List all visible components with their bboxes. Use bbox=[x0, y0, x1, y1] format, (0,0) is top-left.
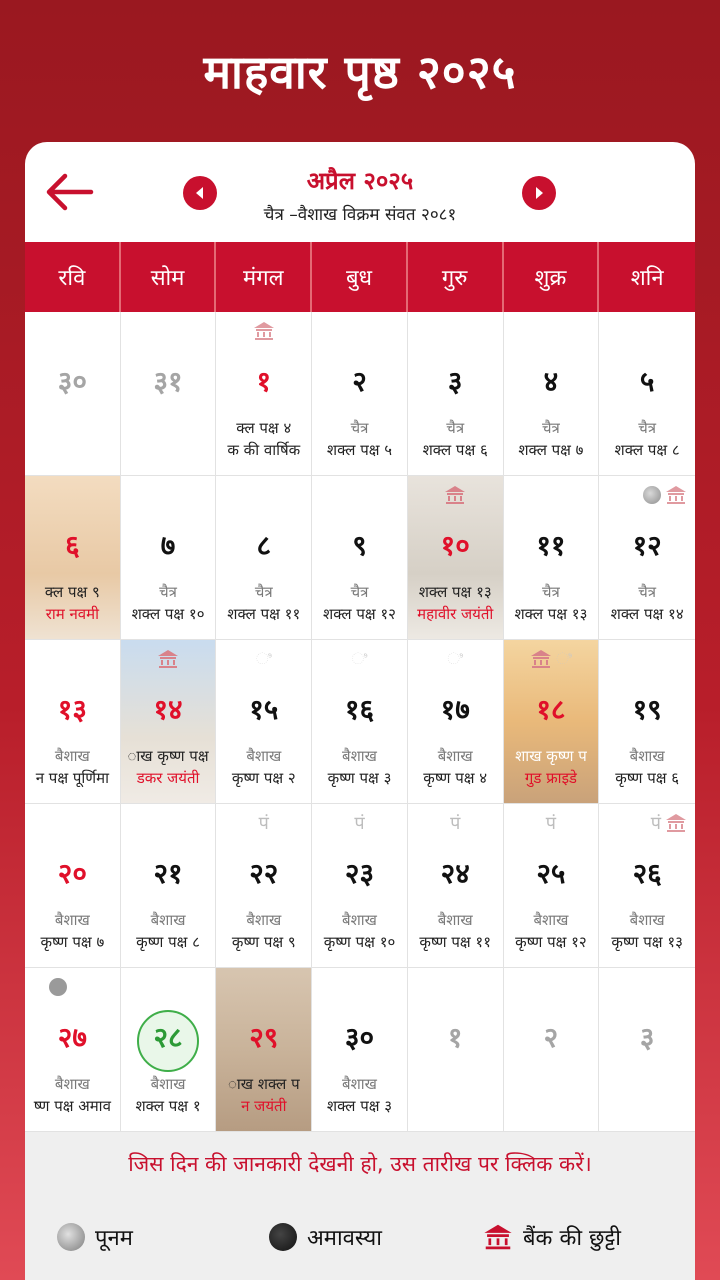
day-month: चैत्र bbox=[542, 583, 560, 601]
calendar-header bbox=[25, 142, 695, 242]
day-number: ६ bbox=[65, 529, 80, 562]
day-tithi: कृष्ण पक्ष ८ bbox=[136, 933, 200, 951]
day-tithi: शक्ल पक्ष ५ bbox=[326, 441, 393, 459]
day-number: १३ bbox=[57, 693, 87, 726]
day-tithi: कृष्ण पक्ष ६ bbox=[615, 769, 680, 787]
day-month: चैत्र bbox=[638, 583, 657, 601]
new-moon-icon bbox=[49, 978, 67, 996]
legend-footer bbox=[25, 1132, 695, 1280]
day-number: २० bbox=[57, 857, 87, 890]
day-cell[interactable] bbox=[312, 312, 408, 476]
bank-holiday-icon bbox=[157, 649, 179, 669]
day-number: ३० bbox=[344, 1021, 375, 1054]
day-tithi: शक्ल पक्ष ११ bbox=[227, 605, 301, 623]
calendar-card bbox=[25, 142, 695, 1280]
day-month: बैशाख bbox=[342, 911, 377, 929]
day-tithi: कृष्ण पक्ष ९ bbox=[231, 933, 296, 951]
legend-full-moon-label: पूनम bbox=[95, 1226, 133, 1251]
day-tithi: कृष्ण पक्ष २ bbox=[231, 769, 296, 787]
day-tithi: ाख कृष्ण पक्ष bbox=[127, 747, 209, 765]
chevron-right-icon bbox=[532, 186, 546, 200]
day-cell[interactable] bbox=[599, 804, 695, 968]
day-month: बैशाख bbox=[246, 911, 282, 929]
day-tithi: शक्ल पक्ष १४ bbox=[610, 605, 684, 623]
panchak-icon: ಿ bbox=[447, 649, 464, 668]
day-festival: राम नवमी bbox=[45, 605, 99, 623]
day-cell[interactable] bbox=[121, 312, 217, 476]
day-month: बैशाख bbox=[437, 911, 473, 929]
day-tithi: शक्ल पक्ष १३ bbox=[418, 583, 492, 601]
day-month: बैशाख bbox=[629, 747, 665, 765]
day-month: बैशाख bbox=[150, 1075, 186, 1093]
panchak-mark: पं bbox=[545, 813, 557, 834]
day-cell[interactable] bbox=[216, 804, 312, 968]
day-month: चैत्र bbox=[350, 419, 369, 437]
day-tithi: कृष्ण पक्ष १२ bbox=[515, 933, 587, 951]
day-number: १४ bbox=[153, 693, 183, 726]
new-moon-icon bbox=[269, 1223, 297, 1251]
day-cell[interactable] bbox=[121, 804, 217, 968]
bank-holiday-icon bbox=[665, 485, 687, 505]
weekday-wed: बुध bbox=[312, 242, 408, 312]
full-moon-icon bbox=[57, 1223, 85, 1251]
day-number: २६ bbox=[632, 857, 662, 890]
panchak-mark: पं bbox=[650, 813, 661, 834]
bank-holiday-icon bbox=[253, 321, 275, 341]
day-cell[interactable] bbox=[216, 476, 312, 640]
day-event: क की वार्षिक bbox=[227, 441, 301, 459]
day-cell[interactable] bbox=[25, 968, 121, 1132]
day-cell[interactable] bbox=[121, 476, 217, 640]
day-number: २९ bbox=[249, 1021, 279, 1054]
day-number: १८ bbox=[536, 693, 566, 726]
hint-text: जिस दिन की जानकारी देखनी हो, उस तारीख पर क्लिक करें। bbox=[128, 1152, 592, 1176]
day-tithi: कृष्ण पक्ष १३ bbox=[611, 933, 683, 951]
day-number: १२ bbox=[632, 529, 662, 562]
day-cell[interactable] bbox=[408, 804, 504, 968]
day-cell[interactable] bbox=[504, 968, 600, 1132]
weekday-sun: रवि bbox=[25, 242, 121, 312]
day-tithi: ष्ण पक्ष अमाव bbox=[33, 1097, 111, 1115]
day-number: २१ bbox=[153, 857, 183, 890]
day-festival: महावीर जयंती bbox=[417, 605, 494, 623]
day-cell[interactable] bbox=[312, 640, 408, 804]
day-festival: न जयंती bbox=[241, 1097, 287, 1115]
panchak-icon: ಿ bbox=[556, 649, 572, 668]
weekday-tue: मंगल bbox=[216, 242, 312, 312]
day-cell[interactable] bbox=[216, 968, 312, 1132]
day-month: बैशाख bbox=[54, 1075, 90, 1093]
day-tithi: शक्ल पक्ष ६ bbox=[422, 441, 488, 459]
bank-holiday-icon bbox=[530, 649, 552, 669]
day-cell[interactable] bbox=[216, 640, 312, 804]
day-cell[interactable] bbox=[599, 476, 695, 640]
day-festival: गुड फ्राइडे bbox=[524, 769, 577, 787]
day-month: बैशाख bbox=[342, 1075, 377, 1093]
day-festival: डकर जयंती bbox=[136, 769, 200, 787]
day-tithi: शक्ल पक्ष १० bbox=[131, 605, 205, 623]
day-cell[interactable] bbox=[25, 804, 121, 968]
day-number: ८ bbox=[256, 529, 272, 562]
day-number: ४ bbox=[543, 365, 559, 398]
day-cell[interactable] bbox=[408, 640, 504, 804]
day-cell[interactable] bbox=[25, 476, 121, 640]
day-tithi: ाख शक्ल प bbox=[227, 1075, 300, 1093]
weekday-mon: सोम bbox=[121, 242, 217, 312]
day-month: बैशाख bbox=[533, 911, 569, 929]
day-number: १ bbox=[256, 365, 272, 398]
day-cell[interactable] bbox=[25, 312, 121, 476]
day-number: ३० bbox=[57, 365, 87, 398]
day-tithi: कृष्ण पक्ष ३ bbox=[327, 769, 392, 787]
day-cell[interactable] bbox=[504, 640, 600, 804]
day-month: बैशाख bbox=[342, 747, 377, 765]
day-month: बैशाख bbox=[629, 911, 665, 929]
day-number: ११ bbox=[536, 529, 566, 562]
day-number: २४ bbox=[440, 857, 470, 890]
day-number: १७ bbox=[440, 693, 470, 726]
day-tithi: कृष्ण पक्ष १० bbox=[323, 933, 396, 951]
day-month: बैशाख bbox=[150, 911, 186, 929]
weekday-thu: गुरु bbox=[408, 242, 504, 312]
day-month: बैशाख bbox=[54, 911, 90, 929]
day-tithi: शक्ल पक्ष १३ bbox=[514, 605, 588, 623]
day-cell[interactable] bbox=[408, 476, 504, 640]
day-cell[interactable] bbox=[312, 476, 408, 640]
weekday-sat: शनि bbox=[630, 266, 664, 291]
panchak-icon: ಿ bbox=[255, 649, 272, 668]
legend bbox=[25, 1222, 695, 1262]
day-tithi: क्ल पक्ष ९ bbox=[44, 583, 100, 601]
samvat-subtitle: चैत्र –वैशाख विक्रम संवत २०८१ bbox=[263, 205, 457, 225]
day-month: बैशाख bbox=[246, 747, 282, 765]
day-number: २८ bbox=[153, 1021, 183, 1054]
day-cell-today[interactable] bbox=[121, 968, 217, 1132]
panchak-icon: ಿ bbox=[351, 649, 368, 668]
legend-bank-holiday bbox=[483, 1222, 621, 1252]
day-month: बैशाख bbox=[54, 747, 90, 765]
day-month: बैशाख bbox=[437, 747, 473, 765]
day-cell[interactable] bbox=[121, 640, 217, 804]
bank-holiday-icon bbox=[665, 813, 687, 833]
day-cell[interactable] bbox=[504, 476, 600, 640]
day-cell[interactable] bbox=[25, 640, 121, 804]
day-tithi: न पक्ष पूर्णिमा bbox=[35, 769, 109, 787]
day-cell[interactable] bbox=[408, 968, 504, 1132]
day-cell[interactable] bbox=[504, 804, 600, 968]
day-month: चैत्र bbox=[542, 419, 560, 437]
next-month-button[interactable] bbox=[522, 176, 556, 210]
page-title: माहवार पृष्ठ २०२५ bbox=[203, 45, 517, 99]
day-number: १५ bbox=[249, 693, 279, 726]
day-month: चैत्र bbox=[254, 583, 273, 601]
weekday-header bbox=[25, 242, 695, 312]
day-tithi: कृष्ण पक्ष ७ bbox=[40, 933, 105, 951]
day-cell[interactable] bbox=[599, 968, 695, 1132]
day-tithi: शक्ल पक्ष १ bbox=[135, 1097, 201, 1115]
legend-new-moon bbox=[269, 1222, 382, 1252]
day-number: ३१ bbox=[153, 365, 183, 398]
weekday-fri: शुक्र bbox=[504, 242, 600, 312]
day-month: चैत्र bbox=[446, 419, 465, 437]
panchak-mark: पं bbox=[354, 813, 365, 834]
day-month: चैत्र bbox=[638, 419, 657, 437]
month-title: अप्रैल २०२५ bbox=[306, 167, 414, 195]
legend-full-moon bbox=[57, 1222, 133, 1252]
day-number: ५ bbox=[639, 365, 655, 398]
day-tithi: शाख कृष्ण प bbox=[515, 747, 587, 765]
day-tithi: शक्ल पक्ष १२ bbox=[323, 605, 396, 623]
day-cell[interactable] bbox=[216, 312, 312, 476]
day-number: २ bbox=[352, 365, 367, 398]
day-number: २३ bbox=[344, 857, 375, 890]
day-tithi: शक्ल पक्ष ८ bbox=[614, 441, 680, 459]
day-month: चैत्र bbox=[350, 583, 369, 601]
day-number: २५ bbox=[536, 857, 566, 890]
day-month: चैत्र bbox=[159, 583, 177, 601]
day-tithi: कृष्ण पक्ष ११ bbox=[419, 933, 491, 951]
day-tithi: शक्ल पक्ष ३ bbox=[326, 1097, 393, 1115]
day-cell[interactable] bbox=[599, 640, 695, 804]
day-number: १ bbox=[447, 1021, 463, 1054]
day-tithi: शक्ल पक्ष ७ bbox=[518, 441, 584, 459]
panchak-mark: पं bbox=[450, 813, 461, 834]
day-cell[interactable] bbox=[504, 312, 600, 476]
calendar-grid bbox=[25, 312, 695, 1132]
day-number: ३ bbox=[447, 365, 463, 398]
legend-new-moon-label: अमावस्या bbox=[307, 1226, 382, 1251]
panchak-mark: पं bbox=[258, 813, 269, 834]
day-cell[interactable] bbox=[408, 312, 504, 476]
day-number: २७ bbox=[57, 1021, 87, 1054]
day-number: १९ bbox=[632, 693, 662, 726]
day-cell[interactable] bbox=[312, 804, 408, 968]
day-tithi: क्ल पक्ष ४ bbox=[236, 419, 292, 437]
day-number: ३ bbox=[639, 1021, 655, 1054]
day-cell[interactable] bbox=[599, 312, 695, 476]
day-number: २२ bbox=[249, 857, 279, 890]
day-number: १६ bbox=[344, 693, 375, 726]
bank-holiday-icon bbox=[483, 1223, 513, 1251]
legend-bank-holiday-label: बैंक की छुट्टी bbox=[523, 1226, 621, 1251]
full-moon-icon bbox=[643, 486, 661, 504]
day-number: १० bbox=[440, 529, 470, 562]
day-cell[interactable] bbox=[312, 968, 408, 1132]
day-number: ९ bbox=[352, 529, 367, 562]
bank-holiday-icon bbox=[444, 485, 466, 505]
day-number: ७ bbox=[160, 529, 176, 562]
day-number: २ bbox=[543, 1021, 559, 1054]
day-tithi: कृष्ण पक्ष ४ bbox=[423, 769, 488, 787]
